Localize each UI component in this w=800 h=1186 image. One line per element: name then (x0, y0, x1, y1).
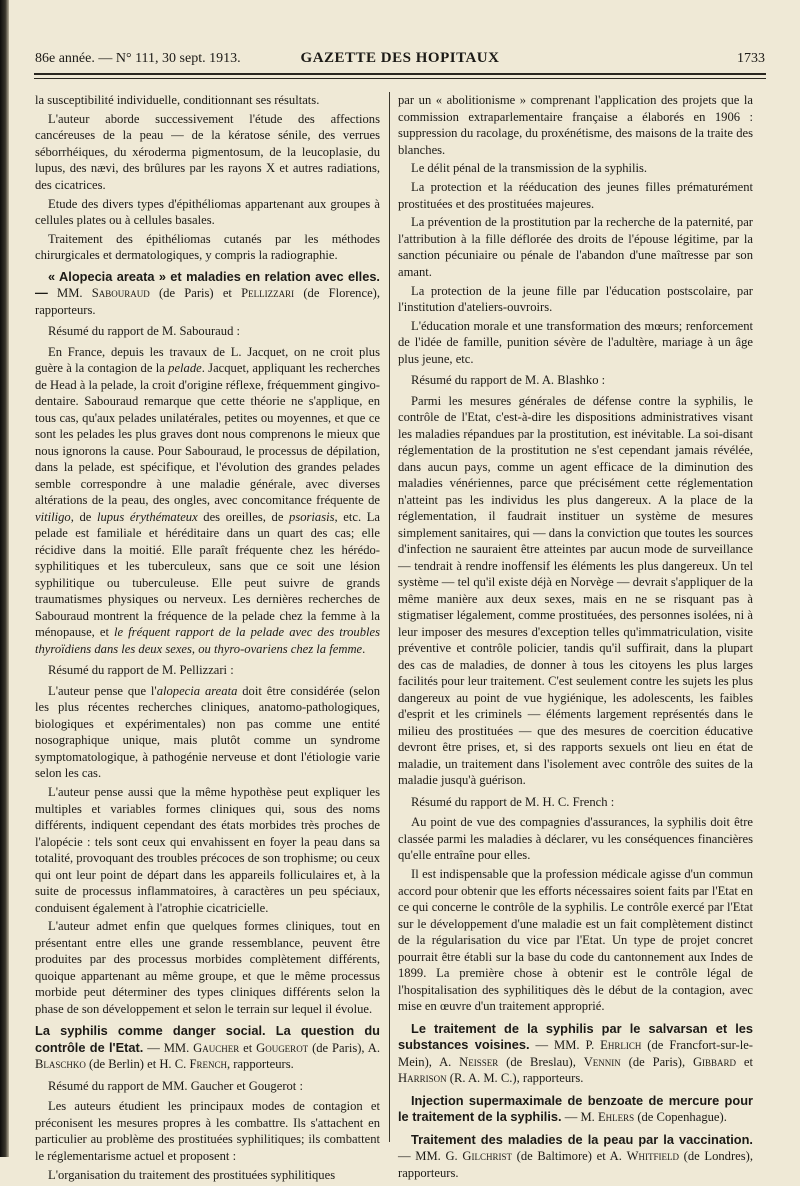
author-name: Gaucher (193, 1040, 240, 1055)
page-number: 1733 (737, 51, 765, 66)
paragraph: L'auteur admet enfin que quelques formes cliniques, tout en présentant entre elles une grande ressemblance, peuvent être produites par des processus morbides complètement différents, quoique appartenant au même groupe, et que le même processus morbide peut déterminer des types cliniques différents selon la phase de son développement et selon le terrain sur lequel il évolue. (35, 919, 380, 1016)
journal-title: GAZETTE DES HOPITAUX (300, 50, 500, 66)
heading-title: « Alopecia areata » et maladies en relation avec elles. — (35, 268, 380, 301)
paragraph: par un « abolitionisme » comprenant l'application des projets que la commission extraparlementaire française a élaborés en 1906 : suppression du racolage, du proxénétisme, des maisons de la traite des blanches. (398, 93, 753, 157)
journal-page (10, 0, 800, 1182)
paragraph: L'auteur pense aussi que la même hypothèse peut expliquer les multiples et variables formes cliniques qui, sous des noms différents, indiquent cependant des états morbides très proches de l'alopécie : tels sont ceux qui envahissent en foyer la peau dans sa totalité, provoquant des troubles précoces de son trophisme; ou ceux qui ont leur point de départ dans les appareils folliculaires et, à la suite de processus inflammatoires, à caractères un peu spéciaux, conduisent également à l'atrophie cicatricielle. (35, 785, 380, 915)
heading-text: (de Francfort-sur-le-Mein), A. (398, 1038, 753, 1069)
paragraph: Il est indispensable que la profession médicale agisse d'un commun accord pour obtenir que les efforts nécessaires soient faits par l'Etat en ce qui concerne le contrôle de la syphilis. Le contrôle exercé par l'Etat sur le développement d'une maladie est un fait complètement distinct de la régularisation du vice par l'Etat. Un type de projet concret pourrait être établi sur la base du code du cantonnement aux Indes de 1899. La première chose à obtenir est le contrôle légal de l'hospitalisation des syphilitiques dès le début de la contagion, avec mise en œuvre d'un traitement approprié. (398, 867, 753, 1014)
heading-text: (de Paris) et (149, 286, 242, 301)
heading-text: (de Florence), rapporteurs. (35, 286, 381, 317)
author-name: French (189, 1057, 227, 1072)
italic-term: pelade (168, 361, 202, 376)
paragraph: Au point de vue des compagnies d'assurances, la syphilis doit être classée parmi les maladies à déclarer, vu les conséquences financières qu'elle entraîne pour elles. (398, 815, 753, 863)
italic-term: lupus érythémateux (96, 509, 198, 524)
text: . Jacquet, appliquant les recherches de Head à la pelade, la croit d'origine réflexe, fréquemment gingivo-dentaire. Sabouraud remarque que cette théorie ne s'applique, en tous cas, qu'aux pelades unilatérales, petites ou moyennes, et que ce sont les pelades les plus graves dont nous comprenons le mieux que nous ignorons la cause. Pour Sabouraud, le processus de dépilation, dans la pelade, est spécifique, et l'évolution des grandes pelades semble correspondre à une maladie générale, avec diverses altérations de la peau, des ongles, avec concomitance fréquente de (35, 361, 380, 508)
text: doit être considérée (selon les plus récentes recherches cliniques, anatomo-pathologiques, biologiques et expérimentales) non pas comme une entité nosographique unique, mais plutôt comme un syndrome symptomatologique, à pathogénie nerveuse et dont l'étiologie varie selon les cas. (35, 683, 380, 781)
summary-label: Résumé du rapport de M. Pellizzari : (48, 663, 234, 678)
author-name: Gilchrist (462, 1149, 512, 1164)
paragraph: Parmi les mesures générales de défense contre la syphilis, le contrôle de l'Etat, c'est-à-dire les dispositions administratives visant les maladies répandues par la prostitution, est inévitable. La soi-disant réglementation de la prostitution ne s'est cependant jamais révélée, dans aucun pays, comme un agent efficace de la diminution des maladies vénériennes, parce que précisément cette réglementation n'atteint pas les individus les plus dangereux. A la place de la réglementation, il faudrait instituer un système de mesures simplement sanitaires, qui — dans la conviction que toutes les sources d'infection ne sauraient être atteintes par aucun mode de surveillance — tendrait à rendre inoffensif les éléments les plus dangereux. Un tel système — tel qu'il existe déjà en Norvège — devrait s'appliquer de la même manière aux deux sexes, mais en ne se risquant pas à stigmatiser légalement, comme prostituées, des personnes isolées, ni à leur imposer des mesures d'exception telles qu'immatriculation, visite préventive et contrôle policier, tandis qu'il suffirait, dans la plupart des cas de maladies, de donner à tous les citoyens les plus larges facilités pour leur traitement. C'est seulement contre les sujets les plus dangereux au point de vue hygiénique, les adolescents, les faibles d'esprit et les criminels — éléments largement représentés dans le milieu des prostituées — que des mesures de coercition éducative devront être prises, et, si des rapports sexuels ont lieu en état de maladie, un traitement dans l'isolement avec contrôle des suites de la maladie jusqu'à guérison. (398, 393, 753, 788)
issue-info: 86e année. — N° 111, 30 sept. 1913. (35, 51, 241, 66)
text: des oreilles, de (197, 509, 290, 524)
italic-text: le fréquent rapport de la pelade avec des troubles thyroïdiens dans les deux sexes, ou thyro-ovariens chez la femme (35, 625, 381, 656)
heading-text: (de Londres), rapporteurs. (398, 1149, 753, 1180)
italic-term: alopecia areata (156, 683, 238, 698)
paragraph: Traitement des épithéliomas cutanés par les méthodes chirurgicales et dermatologiques, y compris la radiographie. (35, 231, 380, 263)
paragraph: L'organisation du traitement des prostituées syphilitiques (48, 1167, 336, 1182)
paragraph (35, 344, 380, 658)
paragraph: Etude des divers types d'épithéliomas appartenant aux groupes à cellules plates ou à cellules basales. (35, 196, 380, 228)
paragraph (35, 683, 380, 782)
heading-title: Le traitement de la syphilis par le salvarsan et les substances voisines. (398, 1020, 753, 1053)
heading-text: (de Paris), (620, 1054, 693, 1069)
author-name: Pellizzari (241, 286, 295, 301)
heading-text: — MM. P. (529, 1038, 601, 1053)
header-rule-thin (34, 78, 766, 79)
heading-text: , rapporteurs. (226, 1057, 294, 1072)
paragraph: La prévention de la prostitution par la recherche de la paternité, par l'attribution à la fille déflorée des droits de l'épouse légitime, par la sanction pécuniaire ou pénale de l'abandon d'une maîtresse par son amant. (398, 215, 753, 279)
heading-text: et (736, 1054, 753, 1069)
paragraph: Le délit pénal de la transmission de la syphilis. (411, 161, 648, 176)
paragraph: La protection et la rééducation des jeunes filles prématurément prostituées et des prostituées majeures. (398, 180, 753, 211)
text: En France, depuis les travaux de L. Jacquet, on ne croit plus guère à la contagion de la (35, 344, 380, 376)
paragraph: Les auteurs étudient les principaux modes de contagion et préconisent les mesures propres à les combattre. Ils s'attachent en particulier au problème des prostituées syphilitiques; ils combattent le réglementarisme actuel et proposent : (35, 1099, 380, 1163)
heading-text: — MM. (143, 1040, 194, 1055)
heading-text: (de Baltimore) et A. (511, 1149, 627, 1164)
heading-text: (de Paris), A. (308, 1040, 380, 1055)
heading-text: — M. (561, 1110, 598, 1125)
section-heading-alopecia (35, 269, 380, 319)
text: , etc. La pelade est familiale et héréditaire dans un quart des cas; elle récidive dans la moitié. Elle paraît fréquente chez les hérédo-syphilitiques et les tuberculeux, sans que ce soit une lésion syphilitique ou tuberculeuse. Elle peut suivre de grands traumatismes physiques ou nerveux. Les dernières recherches de Sabouraud montrent la fréquence de la pelade chez la femme à la ménopause, et (35, 509, 380, 640)
paragraph: L'auteur aborde successivement l'étude des affections cancéreuses de la peau — de la kératose sénile, des verrues séborrhéiques, du xéroderma pigmentosum, de la leucoplasie, du lupus, des nævi, des brûlures par les rayons X et autres radiations, des cicatrices. (35, 111, 380, 192)
page-header (35, 48, 765, 70)
author-name: Gibbard (692, 1054, 737, 1069)
text: , de (70, 509, 97, 524)
author-name: Harrison (398, 1071, 447, 1086)
paragraph: L'éducation morale et une transformation des mœurs; renforcement de l'idée de famille, punition sévère de l'adultère, mariage à un âge plus jeune, etc. (398, 318, 753, 366)
section-heading-syphilis-social (35, 1023, 380, 1073)
section-heading-salvarsan (398, 1021, 753, 1087)
heading-text: (de Copenhague). (634, 1110, 727, 1125)
heading-text: et (239, 1040, 257, 1055)
author-name: Neisser (459, 1054, 499, 1069)
text: . (362, 641, 366, 656)
heading-text: — MM. G. (398, 1149, 463, 1164)
left-column (35, 92, 380, 1186)
author-name: Gougerot (256, 1040, 309, 1055)
summary-label: Résumé du rapport de M. H. C. French : (411, 794, 615, 809)
heading-text: MM. (47, 286, 92, 301)
text: L'auteur pense que l' (48, 683, 157, 698)
italic-term: vitiligo (35, 509, 71, 524)
heading-title: Injection supermaximale de benzoate de mercure pour le traitement de la syphilis. (398, 1092, 753, 1125)
italic-term: psoriasis (289, 509, 335, 524)
author-name: Blaschko (35, 1057, 86, 1072)
author-name: Vennin (583, 1054, 621, 1069)
summary-label: Résumé du rapport de M. Sabouraud : (48, 324, 241, 339)
heading-text: (de Berlin) et H. C. (85, 1057, 190, 1072)
author-name: Sabouraud (91, 286, 150, 301)
paragraph: La protection de la jeune fille par l'éducation postscolaire, par l'institution d'ateliers-ouvroirs. (398, 283, 753, 315)
author-name: Ehrlich (600, 1038, 642, 1053)
header-rule-thick (34, 73, 766, 75)
section-heading-benzoate (398, 1093, 753, 1126)
author-name: Ehlers (597, 1110, 635, 1125)
paragraph: la susceptibilité individuelle, conditionnant ses résultats. (35, 93, 320, 107)
heading-text: (de Breslau), (498, 1054, 584, 1069)
summary-label: Résumé du rapport de M. A. Blashko : (411, 373, 606, 388)
heading-title: La syphilis comme danger social. La question du contrôle de l'Etat. (35, 1023, 380, 1055)
heading-text: (R. A. M. C.), rapporteurs. (446, 1071, 584, 1086)
column-divider (389, 92, 390, 1142)
summary-label: Résumé du rapport de MM. Gaucher et Gougerot : (48, 1078, 303, 1093)
book-spine (0, 0, 9, 1157)
heading-title: Traitement des maladies de la peau par la vaccination. (411, 1131, 753, 1147)
author-name: Whitfield (626, 1149, 679, 1164)
right-column (398, 92, 753, 1183)
